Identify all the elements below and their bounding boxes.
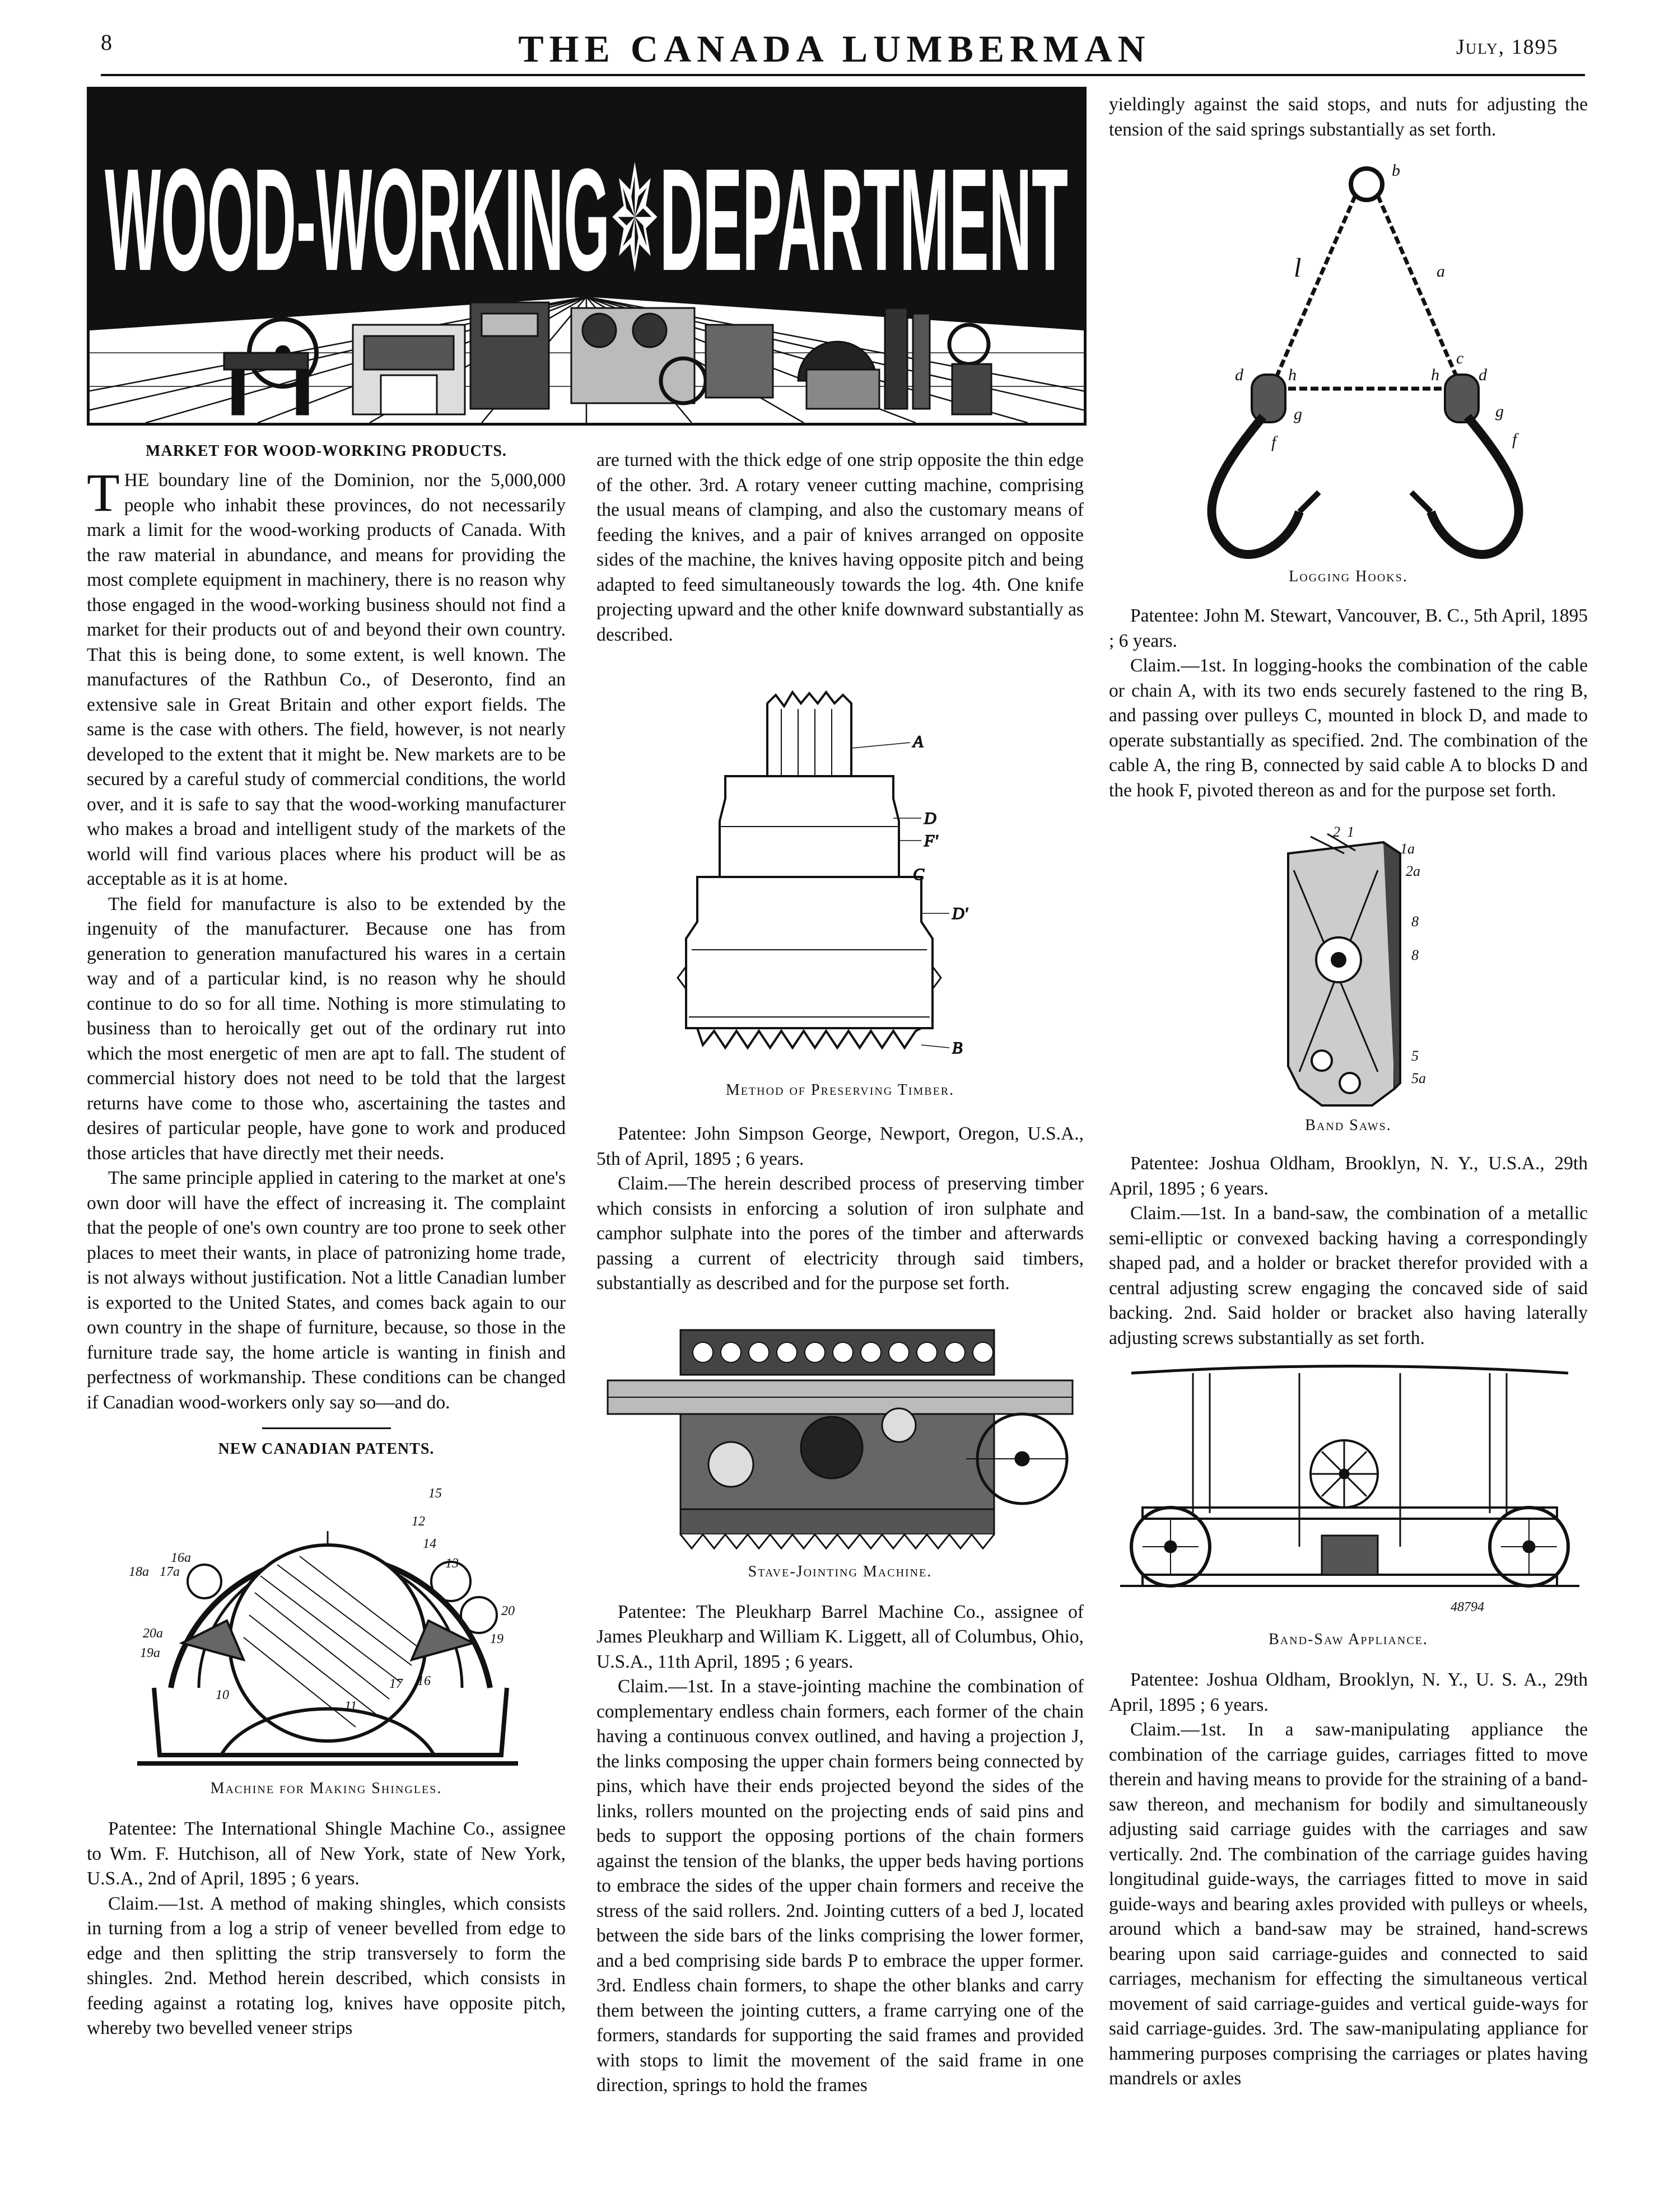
column-2 bbox=[596, 448, 1084, 2098]
shingle-claim-continued: are turned with the thick edge of one strip opposite the thin edge of the other. 3rd. A rotary veneer cutting machine, comprising the usual means of clamping, and also the customary means of feeding the knives, and a pair of knives arranged on opposite sides of the machine, the knives having opposite pitch and being adapted to feed simultaneously towards the log. 4th. One knife projecting upward and the other knife downward substantially as described. bbox=[596, 450, 1084, 645]
stave-patent-text bbox=[596, 1600, 1084, 2098]
shingle-caption: Machine for Making Shingles. bbox=[210, 1780, 442, 1797]
hooks-patent-text bbox=[1109, 604, 1588, 803]
band-saws-figure bbox=[1109, 825, 1588, 1122]
figure-label: l bbox=[1294, 253, 1302, 283]
figure-label: F' bbox=[924, 832, 938, 850]
timber-drawing bbox=[596, 687, 1084, 1095]
figure-label: d bbox=[1479, 366, 1487, 384]
drop-cap: T bbox=[87, 463, 120, 522]
figure-label: 20a bbox=[143, 1626, 163, 1641]
banner-title: WOOD-WORKING✵DEPARTMENT bbox=[105, 139, 1068, 301]
hooks-patentee: Patentee: John M. Stewart, Vancouver, B. C., 5th April, 1895 ; 6 years. bbox=[1109, 605, 1588, 651]
figure-label: A bbox=[913, 732, 924, 751]
figure-label: h bbox=[1431, 366, 1439, 384]
market-heading: MARKET FOR WOOD-WORKING PRODUCTS. bbox=[146, 442, 507, 460]
masthead: THE CANADA LUMBERMAN bbox=[518, 27, 1151, 70]
figure-label: 15 bbox=[428, 1486, 442, 1501]
band-saws-patent-text bbox=[1109, 1151, 1588, 1351]
figure-label: B bbox=[952, 1039, 963, 1057]
market-paragraph: The same principle applied in catering to the market at one's own door will have the effect of increasing it. The complaint that the people of one's own country are too prone to seek other places to meet their wants, in place of patronizing home trade, is not always without justification. Not a little Canadian lumber is exported to the United States, and comes back again to our own country in the shape of furniture, because, so those in the furniture trade say, the home article is wanting in finish and perfectness of workmanship. These conditions can be changed if Canadian wood-workers only say so—and do. bbox=[87, 1168, 566, 1413]
shingle-patentee: Patentee: The International Shingle Machine Co., assignee to Wm. F. Hutchison, all of New York, state of New York, U.S.A., 2nd of April, 1895 ; 6 years. bbox=[87, 1818, 566, 1889]
market-article bbox=[87, 463, 566, 1415]
band-saws-caption: Band Saws. bbox=[1305, 1117, 1392, 1134]
figure-label: 16a bbox=[171, 1551, 191, 1565]
band-saw-appliance-drawing bbox=[1109, 1362, 1588, 1631]
figure-label: 10 bbox=[216, 1688, 229, 1702]
timber-patent-text bbox=[596, 1122, 1084, 1296]
appliance-claim: Claim.—1st. In a saw-manipulating appliance the combination of the carriage guides, carriages fitted to move therein and having means to provide for the straining of a band-saw thereon, and mechanism for bodily and simultaneously adjusting said carriage guides with the carriages and saw vertically. 2nd. The combination of the carriage guides having longitudinal guide-ways, the carriages fitted to move in said guide-ways and bearing axles provided with pulleys or wheels, around which a band-saw may be strained, hand-screws bearing upon said carriage-guides and connected to said carriages, mechanism for effecting the simultaneous vertical movement of said carriage-guides and vertical guide-ways for said carriage-guides. 3rd. The saw-manipulating appliance for hammering purposes comprising the carriages or plates having mandrels or axles bbox=[1109, 1719, 1588, 2089]
shingle-machine-figure bbox=[87, 1464, 566, 1777]
figure-label: 12 bbox=[412, 1514, 425, 1529]
patents-heading: NEW CANADIAN PATENTS. bbox=[218, 1440, 435, 1458]
timber-claim: Claim.—The herein described process of preserving timber which consists in enforcing a solution of iron sulphate and camphor sulphate into the pores of the timber and afterwards passing a current of electricity through said timbers, substantially as described and for the purpose set forth. bbox=[596, 1173, 1084, 1294]
figure-label: 1 bbox=[1347, 825, 1354, 840]
timber-caption: Method of Preserving Timber. bbox=[725, 1081, 955, 1099]
figure-label: 5 bbox=[1411, 1048, 1419, 1064]
figure-label: 2a bbox=[1406, 863, 1420, 879]
appliance-caption: Band-Saw Appliance. bbox=[1269, 1631, 1428, 1648]
page-number: 8 bbox=[101, 30, 112, 55]
figure-label: c bbox=[1456, 349, 1464, 367]
figure-label: 8 bbox=[1411, 947, 1419, 963]
figure-label: h bbox=[1288, 366, 1297, 384]
figure-label: g bbox=[1294, 405, 1302, 423]
logging-hooks-figure bbox=[1109, 153, 1588, 573]
figure-label: 16 bbox=[417, 1674, 431, 1688]
figure-label: a bbox=[1437, 262, 1445, 281]
stave-patentee: Patentee: The Pleukharp Barrel Machine Co., assignee of James Pleukharp and William K. Liggett, all of Columbus, Ohio, U.S.A., 11th April, 1895 ; 6 years. bbox=[596, 1601, 1084, 1672]
figure-label: 5a bbox=[1411, 1070, 1426, 1086]
figure-label: 17a bbox=[160, 1565, 180, 1579]
timber-figure bbox=[596, 687, 1084, 1095]
page-header bbox=[0, 0, 1669, 90]
figure-label: 1a bbox=[1400, 841, 1415, 857]
section-rule bbox=[262, 1427, 391, 1429]
hooks-caption: Logging Hooks. bbox=[1289, 568, 1408, 585]
figure-label: D' bbox=[952, 904, 968, 923]
band-saws-drawing bbox=[1109, 825, 1588, 1122]
appliance-patent-text bbox=[1109, 1668, 1588, 2092]
figure-label: 2 bbox=[1333, 825, 1340, 840]
market-paragraph: THE boundary line of the Dominion, nor the 5,000,000 people who inhabit these provinces, do not necessarily mark a limit for the wood-working products of Canada. With the raw material in abundance, and means for providing the most complete equipment in machinery, there is no reason why those engaged in the wood-working business should not find a market for their products out of and beyond their own country. That this is being done, to some extent, is well known. The manufactures of the Rathbun Co., of Deseronto, find an extensive sale in Great Britain and other export fields. The same is the case with others. The field, however, is not nearly developed to the extent that it might be. New markets are to be secured by a careful study of commercial conditions, the world over, and it is safe to say that the wood-working manufacturer who makes a broad and intelligent study of the markets of the world will find various places where his product will be as acceptable as it is at home. bbox=[87, 463, 566, 889]
shingle-patent-text bbox=[87, 1817, 566, 2041]
figure-label: b bbox=[1392, 161, 1400, 180]
stave-jointing-figure bbox=[596, 1319, 1084, 1560]
patent-number-label: 48794 bbox=[1451, 1600, 1484, 1614]
figure-label: g bbox=[1495, 402, 1504, 421]
stave-claim-continued: yieldingly against the said stops, and nuts for adjusting the tension of the said springs substantially as set forth. bbox=[1109, 94, 1588, 140]
figure-label: 17 bbox=[389, 1677, 403, 1691]
band-saws-claim: Claim.—1st. In a band-saw, the combination of a metallic semi-elliptic or convexed backing having a correspondingly shaped pad, and a holder or bracket therefor provided with a central adjusting screw engaging the concaved side of said backing. 2nd. Said holder or bracket also having laterally adjusting screws substantially as set forth. bbox=[1109, 1203, 1588, 1348]
logging-hooks-drawing bbox=[1109, 153, 1588, 573]
figure-label: C bbox=[913, 865, 925, 884]
figure-label: f bbox=[1512, 430, 1517, 449]
column-1 bbox=[87, 442, 566, 2041]
figure-label: 13 bbox=[445, 1556, 459, 1571]
timber-patentee: Patentee: John Simpson George, Newport, Oregon, U.S.A., 5th of April, 1895 ; 6 years. bbox=[596, 1123, 1084, 1169]
stave-jointing-drawing bbox=[596, 1319, 1084, 1560]
figure-label: D bbox=[924, 809, 936, 828]
market-paragraph: The field for manufacture is also to be extended by the ingenuity of the manufacturer. Because one has from generation to generation manufactured his wares in a certain way and of a particular kind, is no reason why he should continue to do so for all time. Nothing is more stimulating to business than to heroically get out of the ordinary rut into which the most energetic of men are apt to fall. The student of commercial history does not need to be told that the largest returns have come to those who, ascertaining the tastes and desires of particular people, have gone to work and produced those articles that have directly met their needs. bbox=[87, 893, 566, 1164]
issue-date: July, 1895 bbox=[1456, 35, 1559, 59]
figure-label: 19 bbox=[490, 1632, 504, 1646]
shingle-machine-drawing bbox=[87, 1464, 566, 1777]
department-banner bbox=[87, 87, 1087, 426]
column-3 bbox=[1109, 92, 1588, 2092]
stave-claim: Claim.—1st. In a stave-jointing machine the combination of complementary endless chain formers, each former of the chain having a continuous convex outlined, and having a projection J, the links composing the upper chain formers being connected by pins, which have their ends projected beyond the sides of the links, rollers mounted on the projecting ends of said pins and beds to support the opposing portions of the chain formers against the tension of the blanks, the upper beds having portions to embrace the sides of the upper chain formers and receive the stress of the said rollers. 2nd. Jointing cutters of a bed J, located between the side bars of the links comprising the lower former, and a bed comprising side bards P to embrace the upper former. 3rd. Endless chain formers, to shape the other blanks and carry them between the jointing cutters, a frame carrying one of the formers, standards for supporting the said frames and provided with stops to limit the movement of the said frame in one direction, springs to hold the frames bbox=[596, 1676, 1084, 2096]
stave-caption: Stave-Jointing Machine. bbox=[748, 1562, 933, 1580]
figure-label: 18a bbox=[129, 1565, 149, 1579]
figure-label: 19a bbox=[140, 1646, 160, 1660]
header-rule bbox=[101, 74, 1585, 76]
figure-label: 8 bbox=[1411, 913, 1419, 930]
banner-illustration bbox=[90, 90, 1084, 423]
shingle-claim: Claim.—1st. A method of making shingles, which consists in turning from a log a strip of veneer bevelled from edge to edge and then splitting the strip transversely to form the shingles. 2nd. Method herein described, which consists in feeding against a rotating log, knives have opposite pitch, whereby two bevelled veneer strips bbox=[87, 1893, 566, 2038]
figure-label: d bbox=[1235, 366, 1243, 384]
band-saw-appliance-figure bbox=[1109, 1362, 1588, 1631]
appliance-patentee: Patentee: Joshua Oldham, Brooklyn, N. Y., U. S. A., 29th April, 1895 ; 6 years. bbox=[1109, 1669, 1588, 1715]
figure-label: f bbox=[1271, 433, 1276, 451]
hooks-claim: Claim.—1st. In logging-hooks the combination of the cable or chain A, with its two ends securely fastened to the ring B, and passing over pulleys C, mounted in block D, and made to operate substantially as specified. 2nd. The combination of the cable A, the ring B, connected by said cable A to blocks D and the hook F, pivoted thereon as and for the purpose set forth. bbox=[1109, 655, 1588, 801]
figure-label: 20 bbox=[501, 1604, 515, 1618]
figure-label: 14 bbox=[423, 1537, 436, 1551]
band-saws-patentee: Patentee: Joshua Oldham, Brooklyn, N. Y., U.S.A., 29th April, 1895 ; 6 years. bbox=[1109, 1153, 1588, 1199]
figure-label: 11 bbox=[344, 1699, 357, 1714]
